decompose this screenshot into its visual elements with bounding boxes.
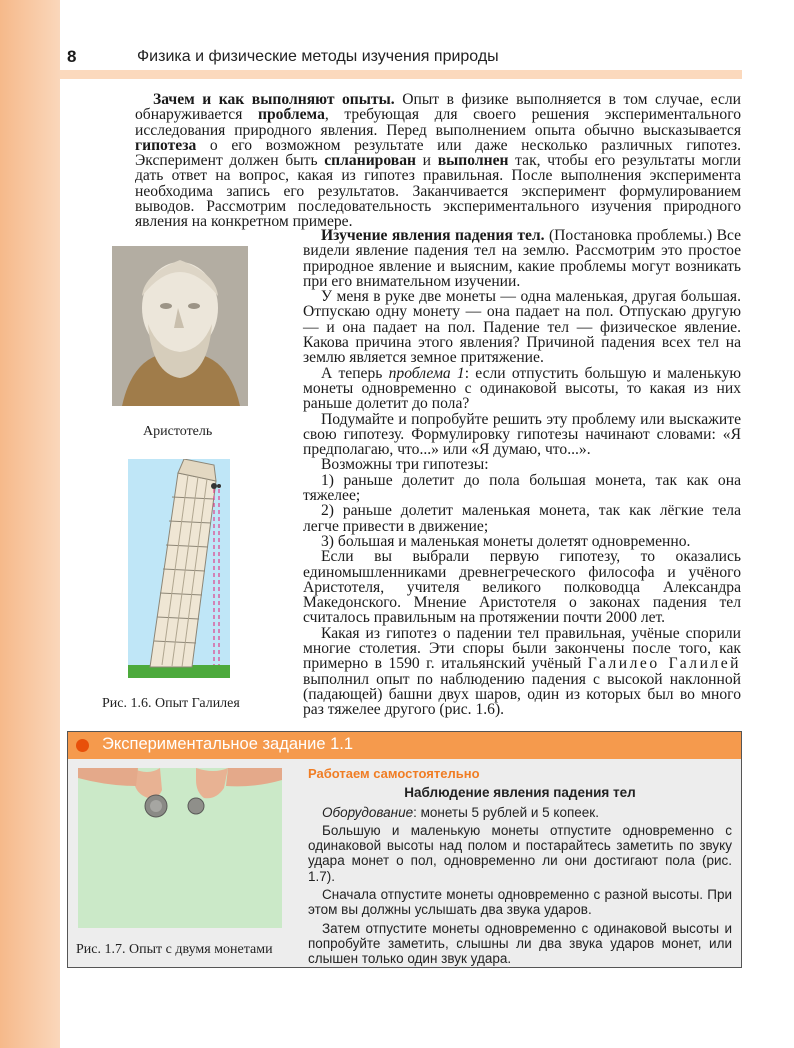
- hypothesis-2: 2) раньше долетит маленькая монета, так как лёгкие тела легче привести в движение;: [303, 502, 741, 535]
- pisa-caption: Рис. 1.6. Опыт Галилея: [102, 696, 240, 711]
- page-margin-strip: [0, 0, 60, 1048]
- main-column: Изучение явления падения тел. (Постановка проблемы.) Все видели явление падения тел на землю. Рассмотрим это простое природное явление и выясним, какие проблемы могут возникать при его внимательном изучении. У меня в руке две монеты — одна маленькая, другая большая. Отпускаю одну монету — она падает на пол. Отпускаю другую — и она падает на пол. Падение тел — физическое явление. Какова причина этого явления? Причиной падения всех тел на землю является земное притяжение. А теперь проблема 1: если отпустить большую и маленькую монеты одновременно с одинаковой высоты, то какая из них раньше долетит до пола? Подумайте и попробуйте решить эту проблему или выскажите свою гипотезу. Формулировку гипотезы начинают словами: «Я предполагаю, что...» или «Я думаю, что...». Возможны три гипотезы: 1) раньше долетит до пола большая монета, так как она тяжелее; 2) раньше долетит маленькая монета, так как лёгкие тела легче привести в движение; 3) большая и маленькая монеты долетят одновременно. Если вы выбрали первую гипотезу, то оказались единомышленниками древнегреческого философа и учёного Аристотеля, учителя великого полководца Александра Македонского. Мнение Аристотеля о законах падения тел считалось правильным на протяжении почти 2000 лет. Какая из гипотез о падении тел правильная, учёные спорили многие столетия. Эти споры были закончены после того, как примерно в 1590 г. итальянский учёный Галилео Галилей выполнил опыт по наблюдению падения с высокой наклонной (падающей) башни двух шаров, один из которых был во много раз тяжелее другого (рис. 1.6).: [303, 227, 741, 719]
- hypothesis-1: 1) раньше долетит до пола большая монета, так как она тяжелее;: [303, 471, 741, 505]
- task-paragraph: Сначала отпустите монеты одновременно с разной высоты. При этом вы должны услышать два звука ударов.: [308, 887, 732, 918]
- header-bar: [60, 70, 742, 79]
- observation-title: Наблюдение явления падения тел: [404, 785, 636, 801]
- bullet-dot-icon: [76, 739, 89, 752]
- page-number: 8: [67, 47, 77, 66]
- leaning-tower-image: [128, 459, 230, 678]
- task-paragraph: Затем отпустите монеты одновременно с одинаковой высоты и попробуйте заметить, слышны ли два звука ударов монет, или слышен только один звук удара.: [308, 920, 732, 967]
- hypothesis-3: 3) большая и маленькая монеты долетят одновременно.: [321, 532, 691, 550]
- experimental-task-box: [67, 731, 742, 968]
- running-head: Физика и физические методы изучения природы: [137, 48, 499, 65]
- aristotle-caption: Аристотель: [143, 424, 213, 439]
- intro-lead: Зачем и как выполняют опыты.: [153, 91, 395, 108]
- task-text: Работаем самостоятельно Наблюдение явления падения тел Оборудование: монеты 5 рублей и 5 копеек. Большую и маленькую монеты отпустите одновременно с одинаковой высоты над полом и постарайтесь заметить по звуку удара монет о пол, одновременно ли они достигают пола (рис. 1.7). Сначала отпустите монеты одновременно с разной высоты. При этом вы должны услышать два звука ударов. Затем отпустите монеты одновременно с одинаковой высоты и попробуйте заметить, слышны ли два звука ударов монет, или слышен только один звук удара.: [308, 766, 732, 967]
- task-title: Экспериментальное задание 1.1: [102, 735, 354, 753]
- task-header: [68, 732, 741, 759]
- paragraph: У меня в руке две монеты — одна маленькая, другая большая. Отпускаю одну монету — она падает на пол. Отпускаю другую — и она падает на пол. Падение тел — физическое явление. Какова причина этого явления? Причиной падения всех тел на землю является земное притяжение.: [303, 288, 741, 367]
- galileo-name: Галилео Галилей: [587, 655, 741, 673]
- aristotle-bust-image: [112, 246, 248, 406]
- task-paragraph: Большую и маленькую монеты отпустите одновременно с одинаковой высоты над полом и постарайтесь заметить по звуку удара монет о пол, одновременно ли они достигают пола (рис. 1.7).: [308, 822, 732, 884]
- paragraph: Возможны три гипотезы:: [321, 456, 489, 474]
- intro-paragraph: Зачем и как выполняют опыты. Опыт в физике выполняется в том случае, если обнаруживается проблема, требующая для своего решения экспериментального исследования природного явления. Перед выполнением опыта обычно высказывается гипотеза о его возможном результате или даже несколько различных гипотез. Эксперимент должен быть спланирован и выполнен так, чтобы его результаты могли дать ответ на вопрос, какая из гипотез правильная. После выполнения эксперимента необходима запись его результатов. Заканчивается эксперимент формулированием выводов. Рассмотрим последовательность экспериментального изучения природного явления на конкретном примере.: [135, 91, 742, 231]
- paragraph: Если вы выбрали первую гипотезу, то оказались единомышленниками древнегреческого философа и учёного Аристотеля, учителя великого полководца Александра Македонского. Мнение Аристотеля о законах падения тел считалось правильным на протяжении почти 2000 лет.: [303, 548, 741, 627]
- coins-image: [78, 768, 282, 928]
- paragraph: Подумайте и попробуйте решить эту проблему или выскажите свою гипотезу. Формулировку гипотезы начинают словами: «Я предполагаю, что...» или «Я думаю, что...».: [303, 410, 741, 459]
- coins-caption: Рис. 1.7. Опыт с двумя монетами: [76, 942, 273, 957]
- self-work-label: Работаем самостоятельно: [308, 766, 480, 781]
